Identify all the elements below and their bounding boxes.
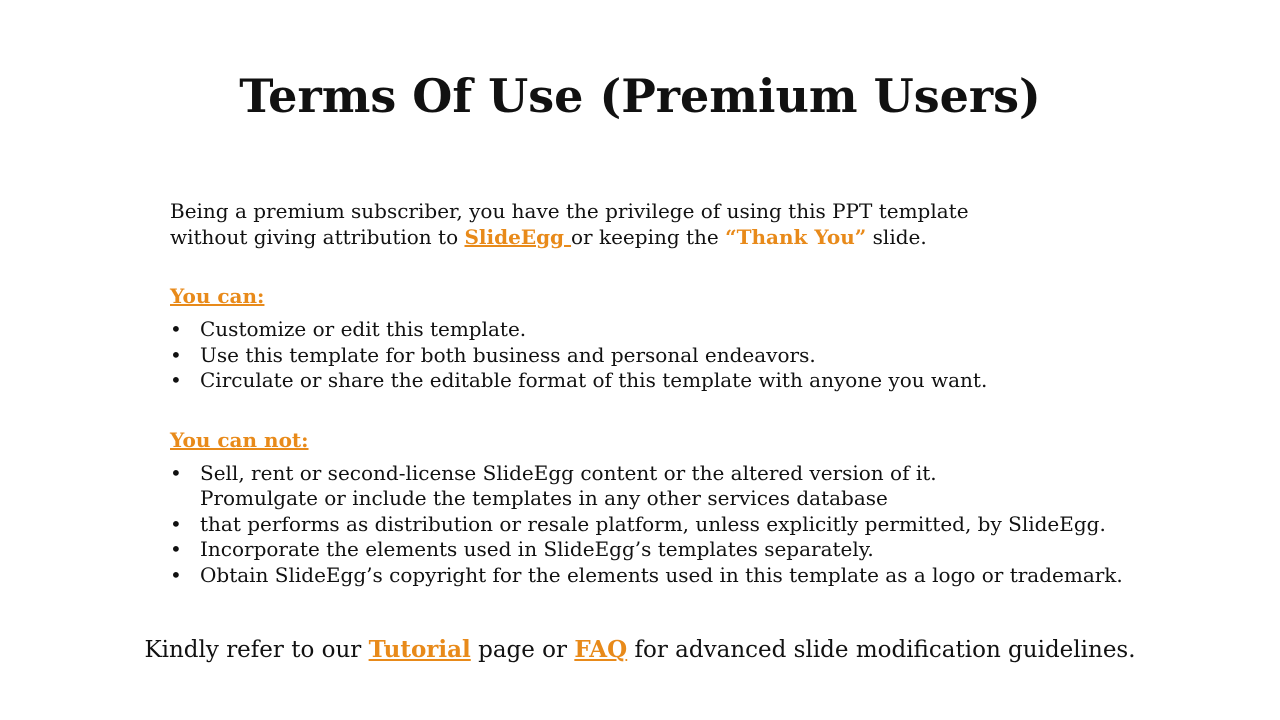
you-can-heading: You can: — [170, 284, 265, 308]
bullet-icon: • — [170, 368, 182, 392]
tutorial-link[interactable]: Tutorial — [368, 636, 471, 663]
list-item-text: Incorporate the elements used in SlideEgg’s templates separately. — [200, 537, 874, 561]
list-item — [170, 461, 1170, 487]
list-item — [170, 563, 1170, 589]
footer-prefix: Kindly refer to our — [144, 637, 369, 663]
list-item-text: Sell, rent or second-license SlideEgg content or the altered version of it. — [200, 460, 937, 485]
list-item — [170, 512, 1170, 538]
slideegg-link[interactable]: SlideEgg — [464, 225, 572, 249]
footer-suffix: for advanced slide modification guidelines. — [627, 637, 1136, 663]
list-item-text: Circulate or share the editable format of this template with anyone you want. — [200, 368, 988, 392]
list-item — [170, 537, 1170, 563]
list-item-text: Obtain SlideEgg’s copyright for the elements used in this template as a logo or trademark. — [200, 562, 1123, 587]
list-item-text: that performs as distribution or resale platform, unless explicitly permitted, by SlideEgg. — [200, 511, 1106, 536]
intro-line-2-suffix: slide. — [866, 225, 927, 249]
intro-line-2-middle: or keeping the — [571, 225, 726, 249]
intro-line-1: Being a premium subscriber, you have the privilege of using this PPT template — [170, 199, 969, 223]
bullet-icon: • — [170, 511, 182, 536]
bullet-icon: • — [170, 562, 182, 587]
intro-paragraph — [170, 198, 1170, 250]
list-item — [170, 317, 1170, 343]
footer-note — [0, 634, 1280, 666]
intro-line-2 — [170, 224, 1170, 250]
list-item-continuation: Promulgate or include the templates in any other services database — [200, 486, 888, 510]
bullet-icon: • — [170, 317, 182, 341]
you-can-not-heading: You can not: — [170, 427, 309, 452]
you-can-list — [170, 317, 1170, 394]
page-title: Terms Of Use (Premium Users) — [239, 69, 1041, 123]
list-item — [170, 368, 1170, 394]
footer-middle: page or — [470, 637, 575, 663]
bullet-icon: • — [170, 342, 182, 367]
you-can-not-list — [170, 461, 1170, 589]
terms-content — [170, 198, 1170, 588]
bullet-icon: • — [170, 460, 182, 485]
faq-link[interactable]: FAQ — [574, 636, 628, 663]
intro-line-2-prefix: without giving attribution to — [170, 225, 465, 249]
thank-you-highlight: “Thank You” — [725, 225, 867, 249]
list-item-text: Use this template for both business and personal endeavors. — [200, 342, 816, 367]
bullet-icon: • — [170, 537, 182, 561]
list-item — [170, 343, 1170, 369]
list-item-text: Customize or edit this template. — [200, 317, 527, 341]
